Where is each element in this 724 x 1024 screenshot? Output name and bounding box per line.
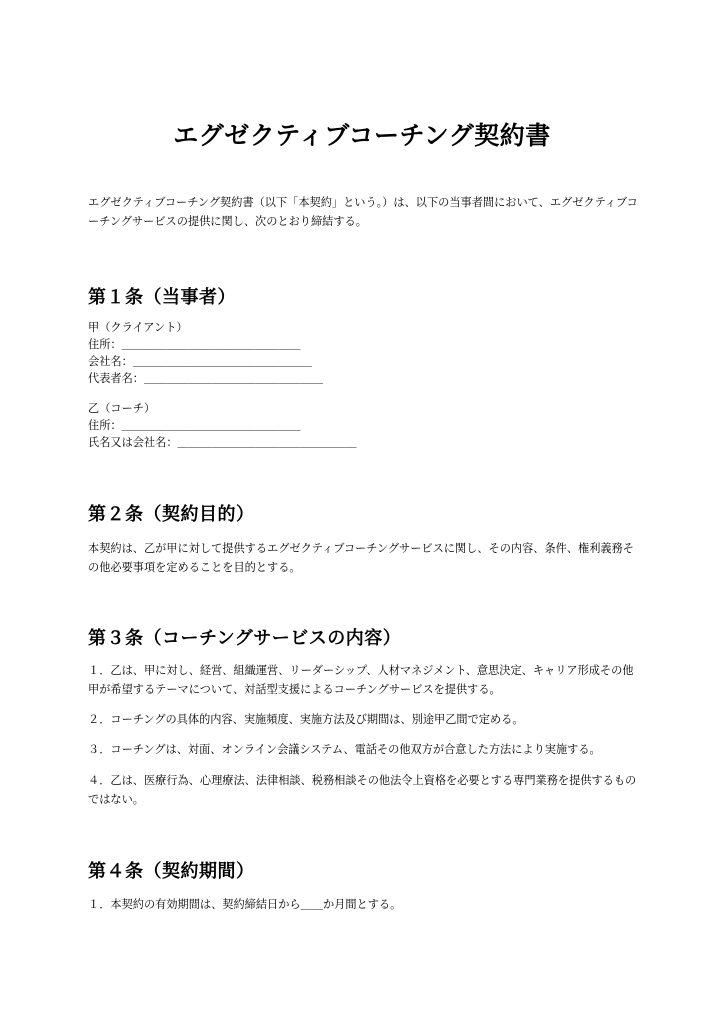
- article-3-item-3: ３．コーチングは、対面、オンライン会議システム、電話その他双方が合意した方法により実施する。: [88, 743, 601, 756]
- article-4-item-1: １．本契約の有効期間は、契約締結日から＿＿か月間とする。: [88, 898, 402, 911]
- article-3-heading: 第３条（コーチングサービスの内容）: [88, 628, 402, 649]
- party-a-label: 甲（クライアント）: [88, 321, 188, 334]
- party-b-block: [88, 400, 357, 451]
- party-a-company: 会社名：＿＿＿＿＿＿＿＿＿＿＿＿＿＿＿＿: [88, 355, 312, 368]
- intro-paragraph: エグゼクティブコーチング契約書（以下「本契約」という。）は、以下の当事者間において、エグゼクティブコーチングサービスの提供に関し、次のとおり締結する。: [88, 196, 638, 228]
- article-1-heading: 第１条（当事者）: [88, 287, 236, 308]
- document-title: エグゼクティブコーチング契約書: [173, 121, 551, 150]
- article-2-body: 本契約は、乙が甲に対して提供するエグゼクティブコーチングサービスに関し、その内容、条件、権利義務その他必要事項を定めることを目的とする。: [88, 542, 634, 574]
- article-4-heading: 第４条（契約期間）: [88, 861, 255, 882]
- article-3-item-4: ４．乙は、医療行為、心理療法、法律相談、税務相談その他法令上資格を必要とする専門業務を提供するものではない。: [88, 774, 637, 806]
- party-a-block: [88, 319, 323, 387]
- party-b-label: 乙（コーチ）: [88, 402, 156, 415]
- article-3-item-1: １．乙は、甲に対し、経営、組織運営、リーダーシップ、人材マネジメント、意思決定、キャリア形成その他甲が希望するテーマについて、対話型支援によるコーチングサービスを提供する。: [88, 664, 634, 696]
- party-b-name: 氏名又は会社名：＿＿＿＿＿＿＿＿＿＿＿＿＿＿＿＿: [88, 436, 357, 449]
- party-a-representative: 代表者名：＿＿＿＿＿＿＿＿＿＿＿＿＿＿＿＿: [88, 372, 323, 385]
- party-b-address: 住所：＿＿＿＿＿＿＿＿＿＿＿＿＿＿＿＿: [88, 419, 301, 432]
- article-3-item-2: ２．コーチングの具体的内容、実施頻度、実施方法及び期間は、別途甲乙間で定める。: [88, 713, 524, 726]
- article-2-heading: 第２条（契約目的）: [88, 504, 255, 525]
- party-a-address: 住所：＿＿＿＿＿＿＿＿＿＿＿＿＿＿＿＿: [88, 338, 301, 351]
